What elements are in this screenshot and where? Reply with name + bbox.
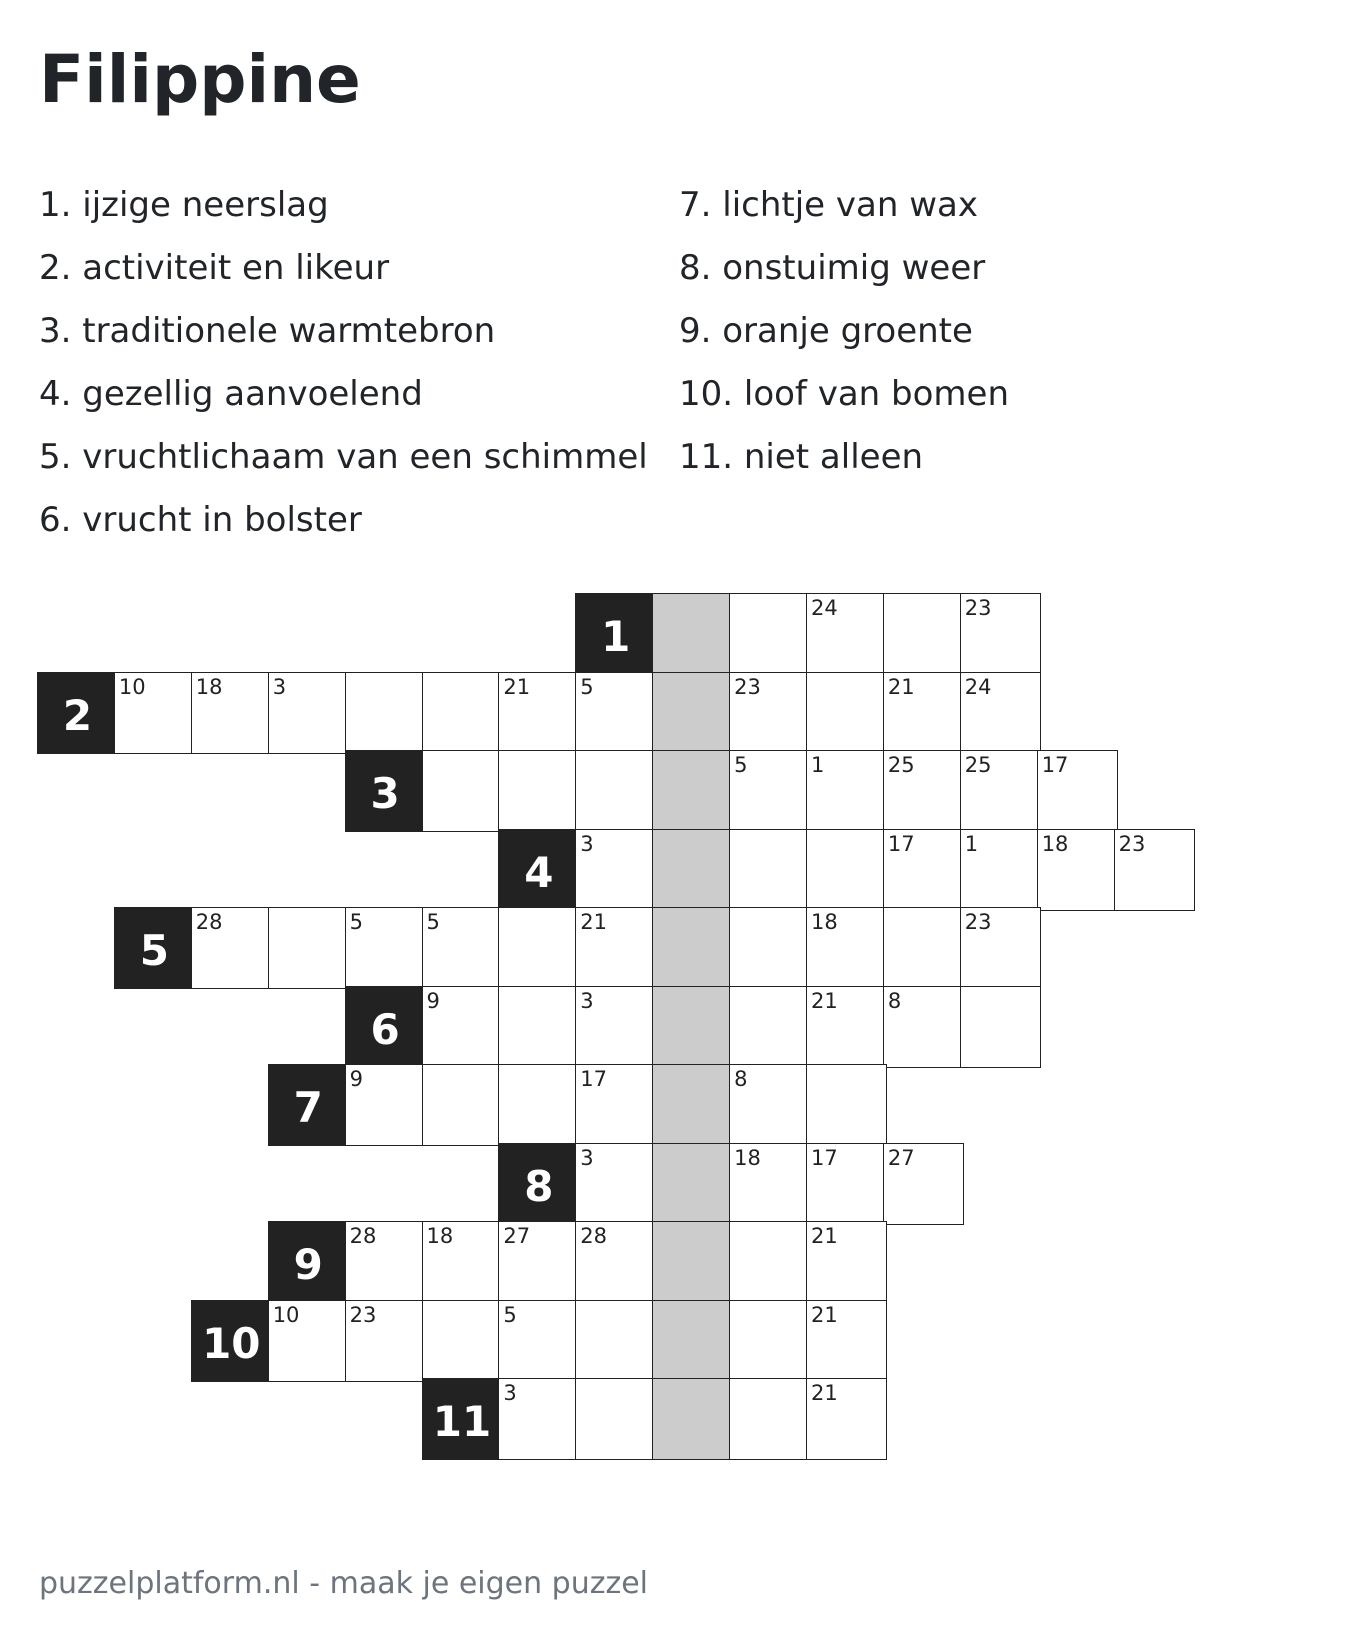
cell-code: 21 [811,1381,838,1405]
grid-cell[interactable] [422,750,503,832]
grid-cell[interactable] [960,672,1041,754]
clue-item: 6. vrucht in bolster [39,500,362,540]
clue-number-7: 7 [268,1064,349,1146]
cell-code: 5 [503,1302,517,1327]
cell-code: 28 [580,1224,608,1248]
cell-code: 9 [426,988,440,1013]
clue-item: 11. niet alleen [679,437,924,477]
solution-cell[interactable] [652,1378,733,1460]
grid-cell[interactable] [575,1300,656,1382]
cell-code: 3 [580,831,594,856]
grid-cell[interactable] [575,986,656,1068]
cell-code: 23 [734,674,761,699]
grid-cell[interactable] [422,672,503,754]
cell-code: 27 [503,1224,531,1248]
clue-item: 1. ijzige neerslag [39,185,329,225]
grid-cell[interactable] [729,1378,810,1460]
grid-cell[interactable] [960,593,1041,675]
grid-cell[interactable] [345,1300,426,1382]
cell-code: 28 [349,1224,377,1248]
cell-code: 21 [503,674,531,699]
grid-cell[interactable] [575,1378,656,1460]
cell-code: 23 [349,1302,377,1327]
clue-number-9: 9 [268,1221,349,1303]
grid-cell[interactable] [575,1143,656,1225]
grid-cell[interactable] [575,750,656,832]
cell-code: 18 [1041,831,1069,856]
grid-cell[interactable] [498,1221,579,1303]
solution-cell[interactable] [652,1221,733,1303]
cell-code: 9 [349,1067,363,1091]
grid-cell[interactable] [422,1064,503,1146]
grid-cell[interactable] [191,672,272,754]
grid-cell[interactable] [1037,750,1118,832]
cell-code: 17 [887,831,915,856]
cell-code: 1 [811,753,825,777]
grid-cell[interactable] [114,672,195,754]
grid-cell[interactable] [729,672,810,754]
grid-cell[interactable] [575,1064,656,1146]
grid-cell[interactable] [575,829,656,911]
grid-cell[interactable] [729,1221,810,1303]
grid-cell[interactable] [191,907,272,989]
cell-code: 23 [1118,831,1146,856]
grid-cell[interactable] [498,907,579,989]
grid-cell[interactable] [883,593,964,675]
grid-cell[interactable] [729,986,810,1068]
cell-code: 18 [811,910,838,934]
cell-code: 1 [964,831,979,856]
cell-code: 17 [1041,753,1069,777]
grid-cell[interactable] [268,672,349,754]
grid-cell[interactable] [1037,829,1118,911]
grid-cell[interactable] [575,672,656,754]
cell-code: 5 [580,674,594,699]
clue-number-1: 1 [575,593,656,675]
grid-cell[interactable] [960,750,1041,832]
solution-cell[interactable] [652,907,733,989]
footer-credit[interactable]: puzzelplatform.nl - maak je eigen puzzel [39,1566,649,1601]
cell-code: 5 [734,753,748,777]
cell-code: 17 [580,1067,608,1091]
grid-cell[interactable] [422,986,503,1068]
grid-cell[interactable] [729,1143,810,1225]
cell-code: 3 [580,1145,594,1170]
grid-cell[interactable] [498,1300,579,1382]
grid-cell[interactable] [268,907,349,989]
grid-cell[interactable] [806,593,887,675]
grid-cell[interactable] [498,986,579,1068]
clue-number-5: 5 [114,907,195,989]
grid-cell[interactable] [422,1221,503,1303]
grid-cell[interactable] [575,907,656,989]
cell-code: 17 [811,1145,838,1170]
grid-cell[interactable] [883,829,964,911]
grid-cell[interactable] [729,1064,810,1146]
grid-cell[interactable] [498,1064,579,1146]
cell-code: 8 [887,988,902,1013]
cell-code: 25 [887,753,915,777]
clue-item: 9. oranje groente [679,311,973,351]
clue-item: 3. traditionele warmtebron [39,311,496,351]
solution-cell[interactable] [652,1143,733,1225]
cell-code: 5 [349,910,363,934]
grid-cell[interactable] [1114,829,1195,911]
grid-cell[interactable] [729,907,810,989]
grid-cell[interactable] [268,1300,349,1382]
grid-cell[interactable] [729,1300,810,1382]
grid-cell[interactable] [422,1300,503,1382]
solution-cell[interactable] [652,750,733,832]
clue-item: 4. gezellig aanvoelend [39,374,423,414]
grid-cell[interactable] [806,1378,887,1460]
cell-code: 18 [426,1224,454,1248]
clue-item: 2. activiteit en likeur [39,248,390,288]
grid-cell[interactable] [883,750,964,832]
grid-cell[interactable] [806,750,887,832]
clue-number-8: 8 [498,1143,579,1225]
grid-cell[interactable] [498,750,579,832]
grid-cell[interactable] [575,1221,656,1303]
grid-cell[interactable] [498,672,579,754]
solution-cell[interactable] [652,593,733,675]
grid-cell[interactable] [806,1300,887,1382]
grid-cell[interactable] [960,986,1041,1068]
solution-cell[interactable] [652,1300,733,1382]
cell-code: 21 [811,988,838,1013]
grid-cell[interactable] [883,907,964,989]
grid-cell[interactable] [806,1064,887,1146]
cell-code: 25 [964,753,992,777]
solution-cell[interactable] [652,829,733,911]
clue-number-10: 10 [191,1300,272,1382]
cell-code: 18 [734,1145,761,1170]
clue-item: 10. loof van bomen [679,374,1009,414]
clue-number-2: 2 [37,672,118,754]
grid-cell[interactable] [729,829,810,911]
cell-code: 24 [811,596,838,620]
grid-cell[interactable] [729,750,810,832]
clue-item: 7. lichtje van wax [679,185,978,225]
clue-number-6: 6 [345,986,426,1068]
cell-code: 28 [195,910,223,934]
page-title: Filippine [39,41,361,118]
cell-code: 3 [503,1381,517,1405]
cell-code: 27 [887,1145,915,1170]
solution-cell[interactable] [652,672,733,754]
grid-cell[interactable] [960,907,1041,989]
grid-cell[interactable] [345,907,426,989]
grid-cell[interactable] [806,829,887,911]
clue-item: 5. vruchtlichaam van een schimmel [39,437,648,477]
cell-code: 21 [811,1302,838,1327]
cell-code: 21 [811,1224,838,1248]
cell-code: 21 [887,674,915,699]
solution-cell[interactable] [652,1064,733,1146]
clue-number-11: 11 [422,1378,503,1460]
clue-number-4: 4 [498,829,579,911]
grid-cell[interactable] [883,672,964,754]
cell-code: 8 [734,1067,748,1091]
grid-cell[interactable] [806,1221,887,1303]
cell-code: 10 [272,1302,300,1327]
grid-cell[interactable] [345,1221,426,1303]
cell-code: 3 [272,674,287,699]
cell-code: 24 [964,674,992,699]
grid-cell[interactable] [883,986,964,1068]
grid-cell[interactable] [806,672,887,754]
cell-code: 21 [580,910,608,934]
grid-cell[interactable] [422,907,503,989]
grid-cell[interactable] [729,593,810,675]
cell-code: 23 [964,596,992,620]
cell-code: 3 [580,988,594,1013]
cell-code: 5 [426,910,440,934]
clue-item: 8. onstuimig weer [679,248,986,288]
cell-code: 23 [964,910,992,934]
grid-cell[interactable] [345,1064,426,1146]
grid-cell[interactable] [883,1143,964,1225]
clue-number-3: 3 [345,750,426,832]
cell-code: 18 [195,674,223,699]
grid-cell[interactable] [498,1378,579,1460]
grid-cell[interactable] [960,829,1041,911]
grid-cell[interactable] [806,986,887,1068]
grid-cell[interactable] [806,907,887,989]
solution-cell[interactable] [652,986,733,1068]
cell-code: 10 [118,674,146,699]
grid-cell[interactable] [806,1143,887,1225]
grid-cell[interactable] [345,672,426,754]
